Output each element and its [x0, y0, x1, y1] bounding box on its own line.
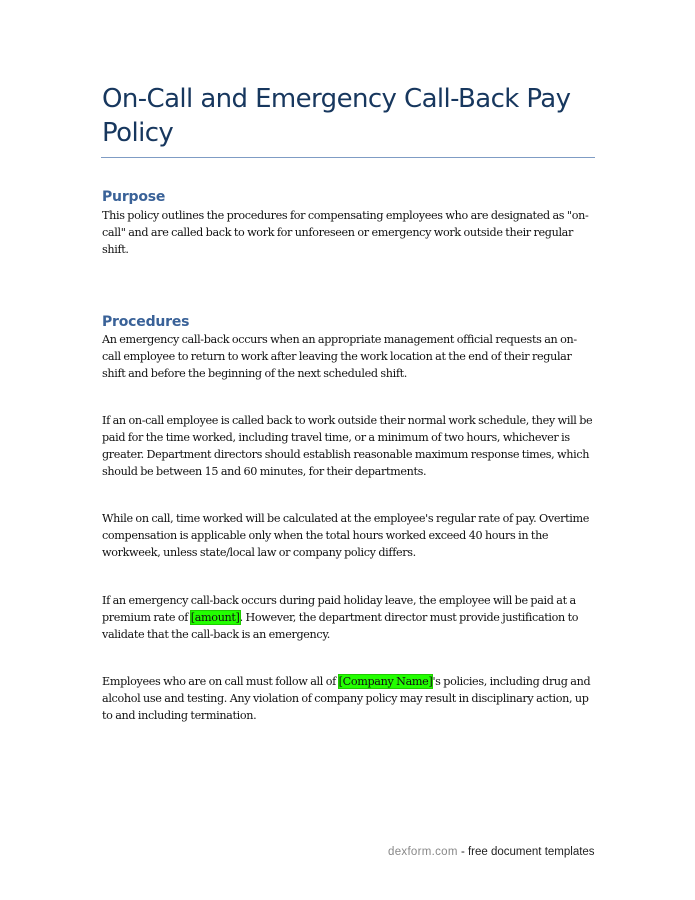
conduct-text-after: 's policies, including drug and alcohol use and testing. Any violation of company policy may result in disciplinary action, up to and including termination.	[102, 675, 591, 722]
footer-tagline: - free document templates	[457, 846, 595, 858]
procedures-paragraph-payment: If an on-call employee is called back to work outside their normal work schedule, they will be paid for the time worked, including travel time, or a minimum of two hours, whichever is greater. Department directors should establish reasonable maximum response times, which should be between 15 and 60 minutes, for their departments.	[102, 414, 593, 478]
section-heading-purpose: Purpose	[102, 189, 166, 205]
procedures-paragraph-overtime: While on call, time worked will be calculated at the employee's regular rate of pay. Overtime compensation is applicable only when the total hours worked exceed 40 hours in the workweek, unless state/local law or company policy differs.	[102, 512, 589, 559]
procedures-paragraph-holiday	[102, 592, 594, 643]
section-heading-procedures: Procedures	[102, 314, 190, 330]
procedures-paragraph-conduct	[102, 673, 594, 724]
holiday-text-after: . However, the department director must provide justification to validate that the call-back is an emergency.	[102, 611, 579, 641]
footer-brand-link[interactable]: dexform.com	[388, 846, 458, 858]
conduct-text-before: Employees who are on call must follow all of	[102, 675, 339, 688]
company-name-placeholder-field[interactable]: [Company Name]	[338, 675, 433, 688]
document-title: On-Call and Emergency Call-Back Pay Policy	[102, 84, 571, 148]
procedures-paragraph-callback-definition: An emergency call-back occurs when an appropriate management official requests an on-call employee to return to work after leaving the work location at the end of their regular shift and before the beginning of the next scheduled shift.	[102, 333, 577, 380]
holiday-text-before: If an emergency call-back occurs during paid holiday leave, the employee will be paid at a premium rate of	[102, 594, 576, 624]
title-underline-divider	[101, 157, 595, 158]
amount-placeholder-field[interactable]: [amount]	[190, 611, 240, 624]
purpose-paragraph: This policy outlines the procedures for compensating employees who are designated as "on-call" and are called back to work for unforeseen or emergency work outside their regular shift.	[102, 209, 589, 256]
footer	[388, 846, 595, 858]
